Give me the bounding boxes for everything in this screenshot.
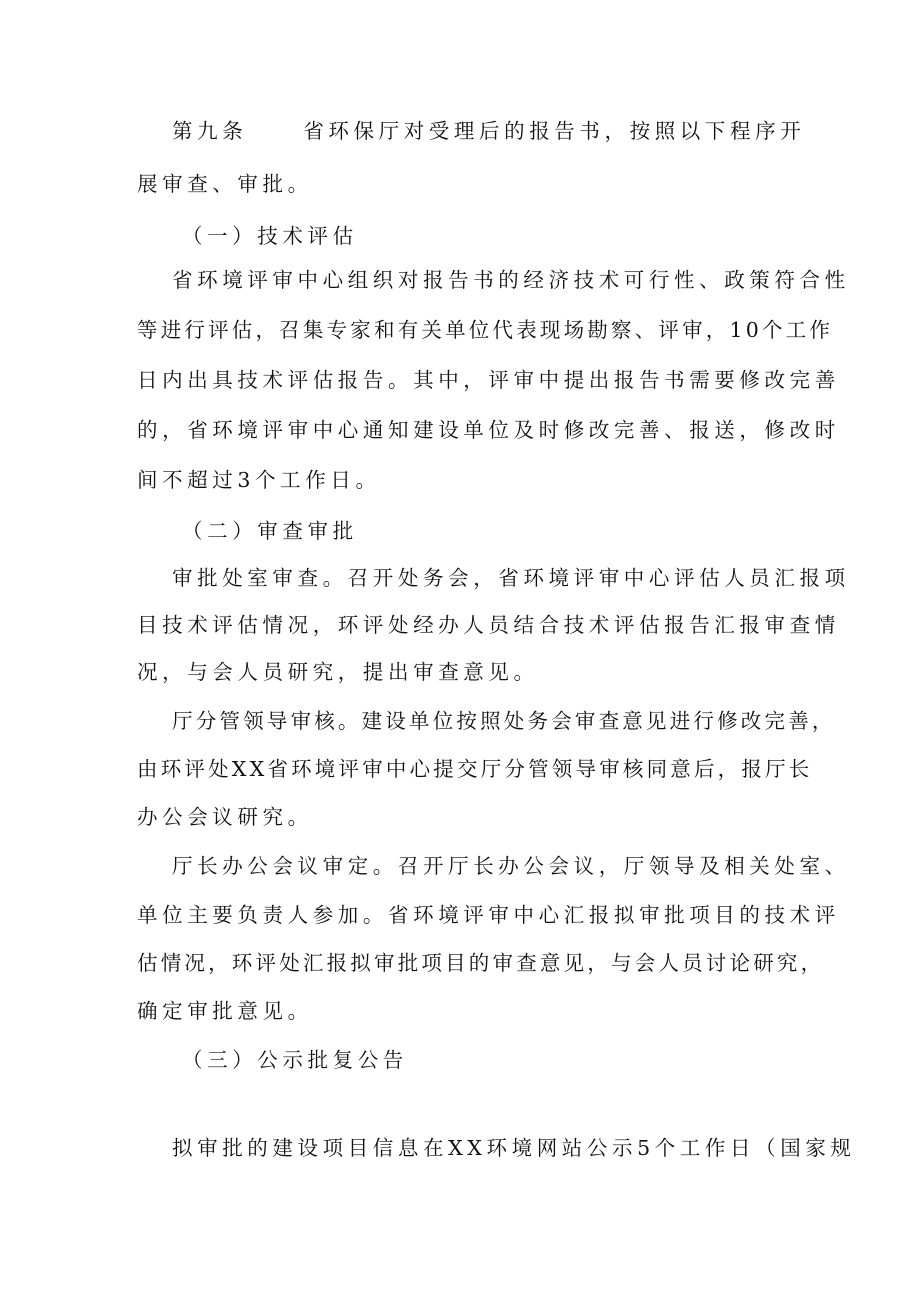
paragraph-line: 目技术评估情况，环评处经办人员结合技术评估报告汇报审查情 [137, 613, 840, 637]
article-heading-continuation: 展审查、审批。 [137, 172, 313, 196]
paragraph-line: 确定审批意见。 [137, 999, 313, 1023]
paragraph-line: 单位主要负责人参加。省环境评审中心汇报拟审批项目的技术评 [137, 903, 840, 927]
paragraph-line: 省环境评审中心组织对报告书的经济技术可行性、政策符合性 [172, 268, 850, 292]
article-heading-text: 省环保厅对受理后的报告书，按照以下程序开 [303, 119, 806, 143]
article-heading [172, 117, 805, 145]
paragraph-line: 日内出具技术评估报告。其中，评审中提出报告书需要修改完善 [137, 368, 840, 392]
paragraph-line: 估情况，环评处汇报拟审批项目的审查意见，与会人员讨论研究， [137, 951, 825, 975]
paragraph-line: 间不超过3个工作日。 [137, 468, 381, 492]
paragraph-line: 办公会议研究。 [137, 805, 313, 829]
paragraph-line: 等进行评估，召集专家和有关单位代表现场勘察、评审，10个工作 [137, 318, 834, 342]
paragraph-line: 厅分管领导审核。建设单位按照处务会审查意见进行修改完善， [172, 709, 836, 733]
section-title-review-approval: （二）审查审批 [182, 519, 358, 543]
paragraph-line: 厅长办公会议审定。召开厅长办公会议，厅领导及相关处室、 [172, 854, 850, 878]
paragraph-line: 拟审批的建设项目信息在XX环境网站公示5个工作日（国家规 [172, 1136, 856, 1160]
section-title-public-notice: （三）公示批复公告 [182, 1048, 408, 1072]
paragraph-line: 的，省环境评审中心通知建设单位及时修改完善、报送，修改时 [137, 418, 840, 442]
paragraph-line: 由环评处XX省环境评审中心提交厅分管领导审核同意后，报厅长 [137, 757, 813, 781]
paragraph-line: 审批处室审查。召开处务会，省环境评审中心评估人员汇报项 [172, 566, 850, 590]
article-number: 第九条 [172, 119, 248, 143]
paragraph-line: 况，与会人员研究，提出审查意见。 [137, 660, 539, 684]
section-title-technical-assessment: （一）技术评估 [182, 224, 358, 248]
